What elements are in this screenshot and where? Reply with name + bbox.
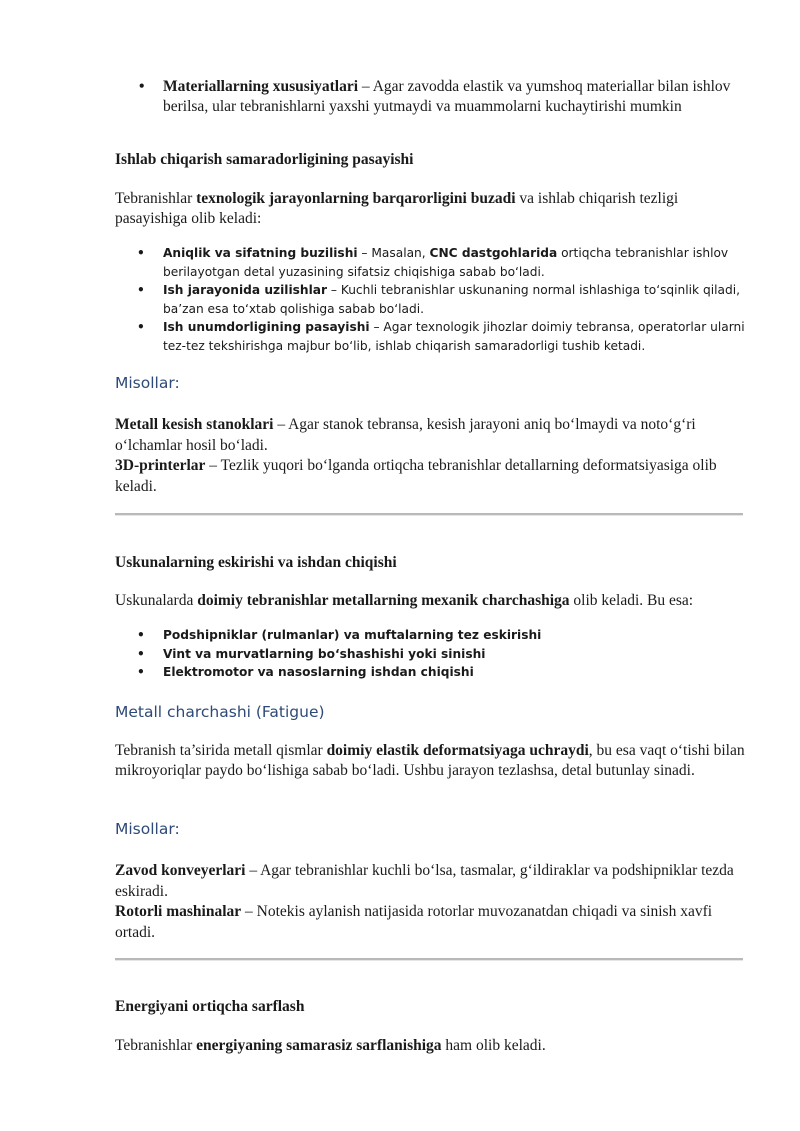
- bullet-icon: •: [137, 283, 145, 297]
- example-item: [115, 861, 745, 902]
- item-text: – Masalan,: [357, 246, 430, 260]
- item-term: CNC dastgohlarida: [429, 246, 558, 260]
- item-text: ortiqcha tebranishlar ishlov berilayotgan detal yuzasining sifatsiz chiqishiga sabab bo‘ladi.: [163, 246, 729, 279]
- item-term: Metall kesish stanoklari: [115, 416, 274, 433]
- item-term: Ish unumdorligining pasayishi: [163, 320, 370, 334]
- text: , bu esa vaqt o‘tishi bilan mikroyoriqlar paydo bo‘lishiga sabab bo‘ladi. Ushbu jarayon tezlashsa, detal butunlay sinadi.: [115, 742, 745, 779]
- example-item: [115, 902, 745, 943]
- item-term: Materiallarning xususiyatlari: [163, 78, 359, 95]
- horizontal-divider: [115, 513, 743, 516]
- subsection-heading: Metall charchashi (Fatigue): [115, 703, 325, 721]
- list-item: [115, 626, 745, 645]
- heading-text: Energiyani ortiqcha sarflash: [115, 998, 305, 1015]
- item-text: – Notekis aylanish natijasida rotorlar muvozanatdan chiqadi va sinish xavfi ortadi.: [115, 903, 713, 941]
- paragraph: [115, 741, 745, 781]
- bold-text: doimiy elastik deformatsiyaga uchraydi: [326, 742, 589, 759]
- example-item: [115, 456, 745, 497]
- examples-list: [115, 415, 745, 497]
- section-heading: [115, 150, 745, 170]
- item-term: Ish jarayonida uzilishlar: [163, 283, 327, 297]
- item-text: – Agar zavodda elastik va yumshoq materiallar bilan ishlov berilsa, ular tebranishlarni yaxshi yutmaydi va muammolarni kuchaytirishi mumkin: [163, 78, 731, 115]
- item-text: Podshipniklar (rulmanlar) va muftalarning tez eskirishi: [163, 628, 542, 642]
- bold-text: doimiy tebranishlar metallarning mexanik charchashiga: [197, 592, 570, 609]
- list-item: [115, 318, 745, 355]
- bold-text: energiyaning samarasiz sarflanishiga: [196, 1037, 442, 1054]
- bullet-icon: •: [137, 320, 145, 334]
- productivity-list: [115, 244, 745, 355]
- text: olib keladi. Bu esa:: [569, 592, 694, 609]
- text: Tebranishlar: [115, 190, 197, 207]
- text: va ishlab chiqarish tezligi pasayishiga olib keladi:: [115, 190, 679, 227]
- list-item: [115, 77, 745, 117]
- wear-list: [115, 626, 745, 682]
- examples-heading: Misollar:: [115, 374, 180, 392]
- heading-text: Ishlab chiqarish samaradorligining pasayishi: [115, 151, 414, 168]
- examples-heading: Misollar:: [115, 820, 180, 838]
- bullet-icon: •: [139, 78, 145, 95]
- text: Tebranishlar: [115, 1037, 197, 1054]
- item-text: – Kuchli tebranishlar uskunaning normal ishlashiga to‘sqinlik qiladi, ba’zan esa to‘xtab qolishiga sabab bo‘ladi.: [163, 283, 740, 316]
- item-text: – Tezlik yuqori bo‘lganda ortiqcha tebranishlar detallarning deformatsiyasiga olib keladi.: [115, 457, 717, 495]
- item-term: Rotorli mashinalar: [115, 903, 242, 920]
- section-heading: [115, 553, 745, 573]
- list-item: [115, 645, 745, 664]
- paragraph: [115, 189, 745, 229]
- bullet-icon: •: [137, 246, 145, 260]
- text: ham olib keladi.: [441, 1037, 546, 1054]
- text: Uskunalarda: [115, 592, 198, 609]
- item-text: – Agar texnologik jihozlar doimiy tebransa, operatorlar ularni tez-tez tekshirishga majbur bo‘lib, ishlab chiqarish samaradorligi tushib ketadi.: [163, 320, 745, 353]
- horizontal-divider: [115, 958, 743, 961]
- paragraph: [115, 1036, 745, 1056]
- bullet-icon: •: [137, 665, 145, 679]
- item-text: – Agar tebranishlar kuchli bo‘lsa, tasmalar, g‘ildiraklar va podshipniklar tezda eskiradi.: [115, 862, 734, 900]
- section-heading: [115, 997, 745, 1017]
- paragraph: [115, 591, 745, 611]
- item-term: Aniqlik va sifatning buzilishi: [163, 246, 358, 260]
- item-term: Zavod konveyerlari: [115, 862, 246, 879]
- item-text: Vint va murvatlarning bo‘shashishi yoki sinishi: [163, 646, 486, 661]
- bullet-icon: •: [137, 646, 145, 661]
- bold-text: texnologik jarayonlarning barqarorligini buzadi: [196, 190, 516, 207]
- item-term: 3D-printerlar: [115, 457, 206, 474]
- examples-list: [115, 861, 745, 943]
- item-text: Elektromotor va nasoslarning ishdan chiqishi: [163, 665, 474, 679]
- list-item: [115, 281, 745, 318]
- item-text: – Agar stanok tebransa, kesish jarayoni aniq bo‘lmaydi va noto‘g‘ri o‘lchamlar hosil bo‘ladi.: [115, 416, 696, 454]
- material-properties-list: [115, 77, 745, 117]
- heading-text: Uskunalarning eskirishi va ishdan chiqishi: [115, 554, 397, 571]
- example-item: [115, 415, 745, 456]
- list-item: [115, 663, 745, 682]
- bullet-icon: •: [137, 628, 145, 642]
- text: Tebranish ta’sirida metall qismlar: [115, 742, 327, 759]
- list-item: [115, 244, 745, 281]
